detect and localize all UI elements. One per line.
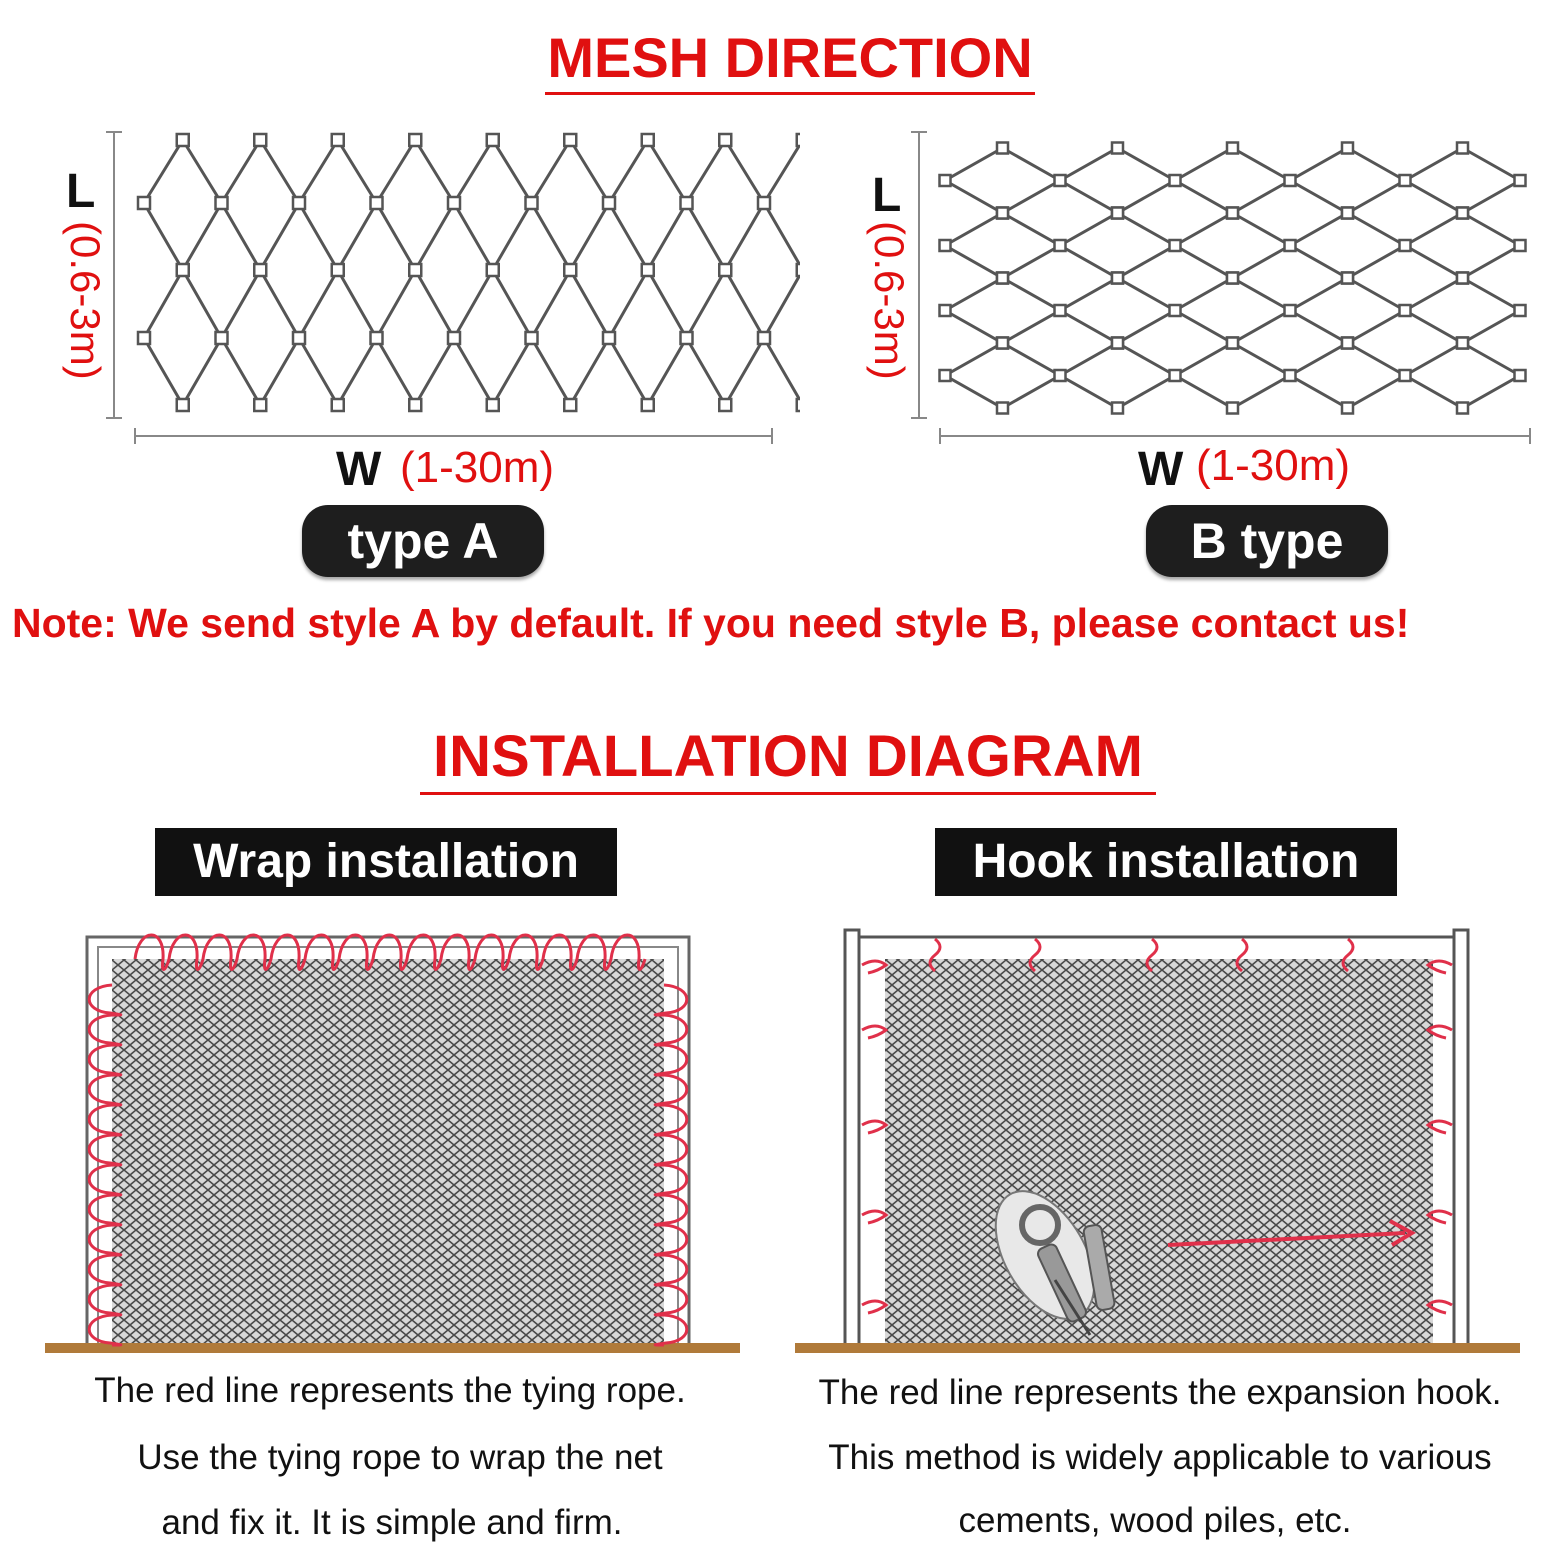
type-a-length-letter: L: [66, 165, 96, 218]
wrap-caption-line-1: The red line represents the tying rope.: [94, 1371, 686, 1410]
wrap-caption-line-3: and fix it. It is simple and firm.: [161, 1503, 623, 1542]
mesh-direction-title: MESH DIRECTION: [545, 30, 1035, 95]
type-a-badge: type A: [302, 505, 544, 577]
type-b-badge: B type: [1146, 505, 1388, 577]
type-b-width-range: (1-30m): [1196, 441, 1351, 490]
hook-installation-heading: Hook installation: [935, 828, 1397, 896]
type-a-width-letter: W: [336, 443, 382, 496]
type-a-mesh-diagram: [100, 120, 800, 450]
hook-caption-line-2: This method is widely applicable to various: [828, 1438, 1492, 1477]
wrap-caption-line-2: Use the tying rope to wrap the net: [137, 1438, 663, 1477]
type-a-length-range: (0.6-3m): [62, 221, 109, 380]
type-b-mesh-diagram: [905, 120, 1545, 450]
type-a-width-range: (1-30m): [400, 443, 555, 492]
type-b-length-letter: L: [872, 169, 902, 222]
installation-diagram-title: INSTALLATION DIAGRAM: [420, 728, 1156, 795]
wrap-installation-heading: Wrap installation: [155, 828, 617, 896]
type-b-width-letter: W: [1138, 443, 1184, 496]
default-style-note: Note: We send style A by default. If you need style B, please contact us!: [12, 600, 1410, 646]
wrap-installation-illustration: [40, 925, 745, 1365]
hook-caption-line-3: cements, wood piles, etc.: [958, 1501, 1352, 1540]
hook-installation-illustration: [790, 925, 1525, 1365]
hook-caption-line-1: The red line represents the expansion hook.: [818, 1373, 1502, 1412]
type-b-length-range: (0.6-3m): [866, 221, 913, 380]
